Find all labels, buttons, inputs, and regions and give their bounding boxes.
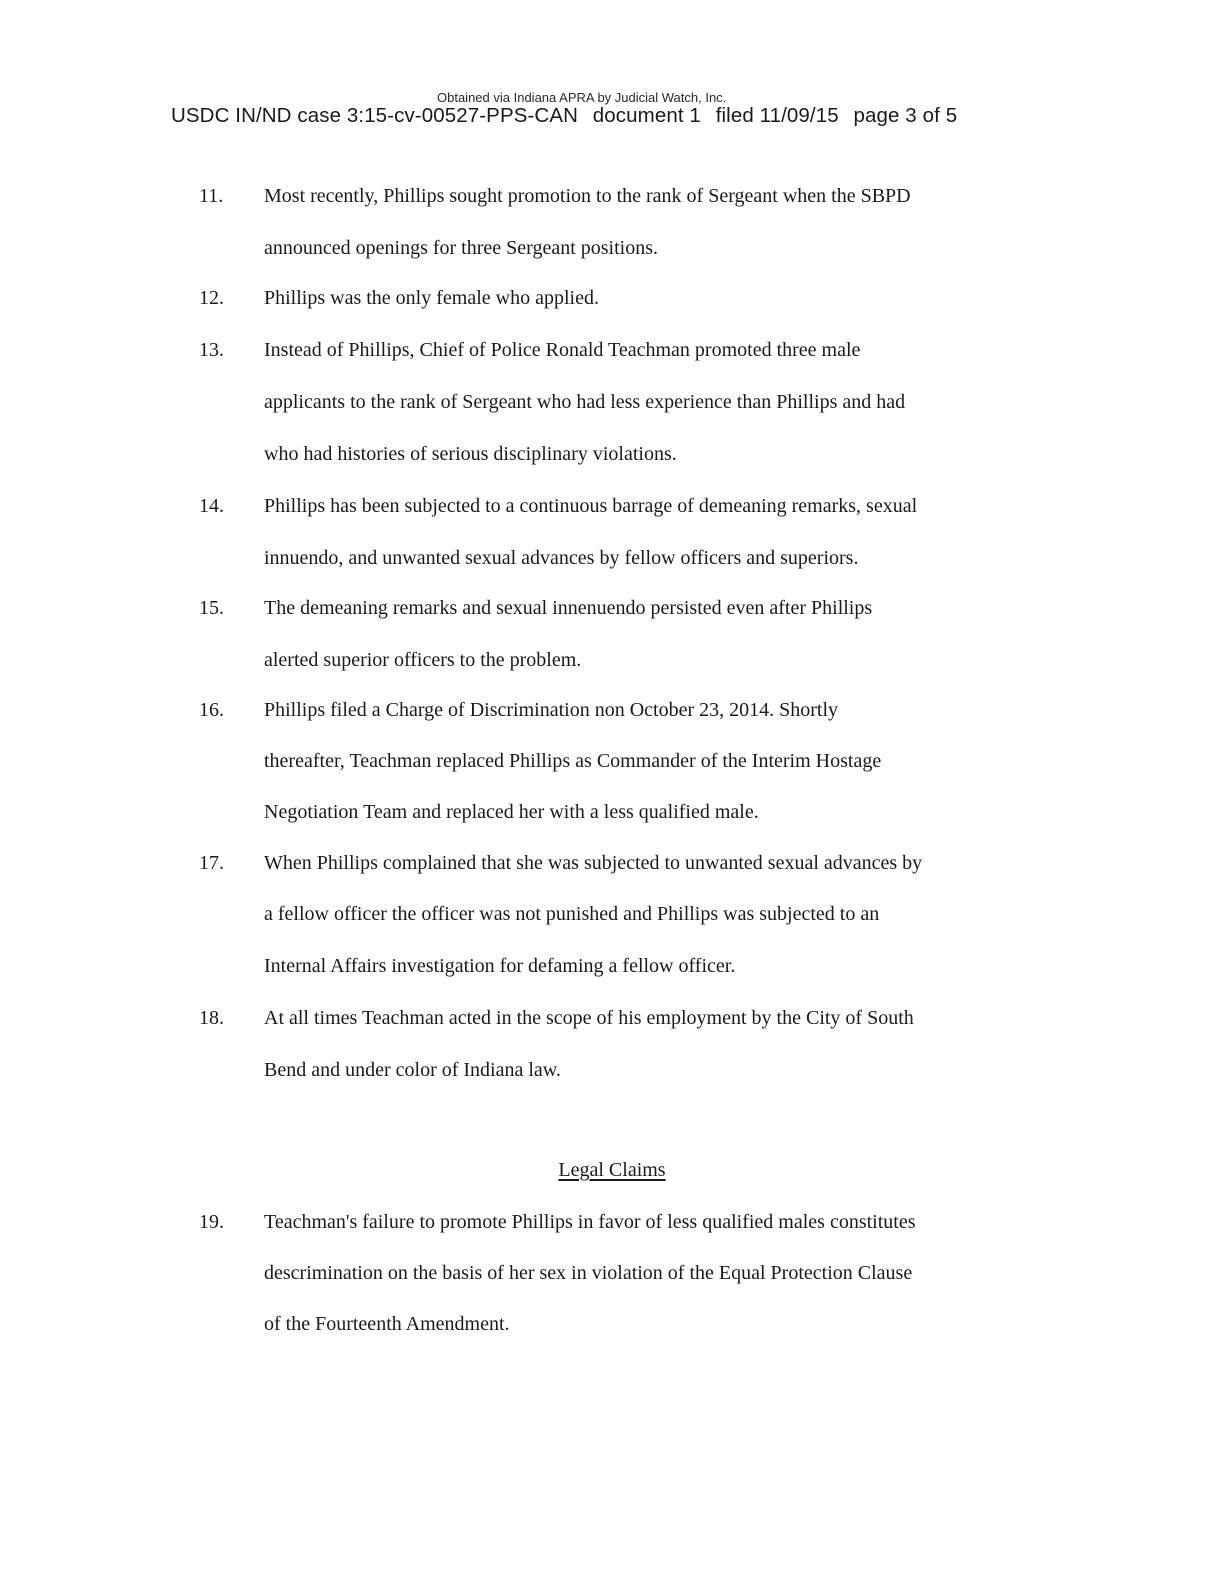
paragraph-line: alerted superior officers to the problem. [264,649,582,671]
paragraph-number: 16. [199,699,224,721]
paragraph-line: The demeaning remarks and sexual innenuendo persisted even after Phillips [264,597,873,619]
paragraph-line: Phillips was the only female who applied. [264,287,599,309]
page-number: page 3 of 5 [853,104,958,127]
paragraph-number: 15. [199,597,224,619]
watermark-text: Obtained via Indiana APRA by Judicial Watch, Inc. [437,90,727,105]
paragraph-line: Most recently, Phillips sought promotion to the rank of Sergeant when the SBPD [264,185,911,207]
paragraph-number: 14. [199,495,224,517]
paragraph-line: of the Fourteenth Amendment. [264,1313,510,1335]
section-heading-text: Legal Claims [558,1159,666,1181]
case-number: USDC IN/ND case 3:15-cv-00527-PPS-CAN [171,104,578,127]
paragraph-line: At all times Teachman acted in the scope of his employment by the City of South [264,1007,914,1029]
paragraph-number: 12. [199,287,224,309]
paragraph-line: announced openings for three Sergeant positions. [264,237,658,259]
paragraph-line: a fellow officer the officer was not punished and Phillips was subjected to an [264,903,880,925]
paragraph-line: Negotiation Team and replaced her with a less qualified male. [264,801,759,823]
paragraph-line: When Phillips complained that she was subjected to unwanted sexual advances by [264,852,923,874]
document-number: document 1 [592,104,701,127]
paragraph-line: thereafter, Teachman replaced Phillips as Commander of the Interim Hostage [264,750,882,772]
court-header [171,104,957,128]
paragraph-number: 13. [199,339,224,361]
paragraph-line: Internal Affairs investigation for defaming a fellow officer. [264,955,736,977]
paragraph-line: who had histories of serious disciplinary violations. [264,443,677,465]
paragraph-number: 11. [199,185,224,207]
section-heading [0,1160,1224,1180]
paragraph-line: Bend and under color of Indiana law. [264,1059,561,1081]
paragraph-line: Phillips filed a Charge of Discrimination non October 23, 2014. Shortly [264,699,839,721]
paragraph-number: 19. [199,1211,224,1233]
paragraph-number: 18. [199,1007,224,1029]
paragraph-line: Phillips has been subjected to a continuous barrage of demeaning remarks, sexual [264,495,918,517]
filed-date: filed 11/09/15 [715,104,839,127]
paragraph-line: Teachman's failure to promote Phillips in favor of less qualified males constitutes [264,1211,916,1233]
paragraph-line: Instead of Phillips, Chief of Police Ronald Teachman promoted three male [264,339,861,361]
paragraph-line: descrimination on the basis of her sex in violation of the Equal Protection Clause [264,1262,913,1284]
paragraph-line: applicants to the rank of Sergeant who had less experience than Phillips and had [264,391,906,413]
paragraph-number: 17. [199,852,224,874]
paragraph-line: innuendo, and unwanted sexual advances by fellow officers and superiors. [264,547,859,569]
